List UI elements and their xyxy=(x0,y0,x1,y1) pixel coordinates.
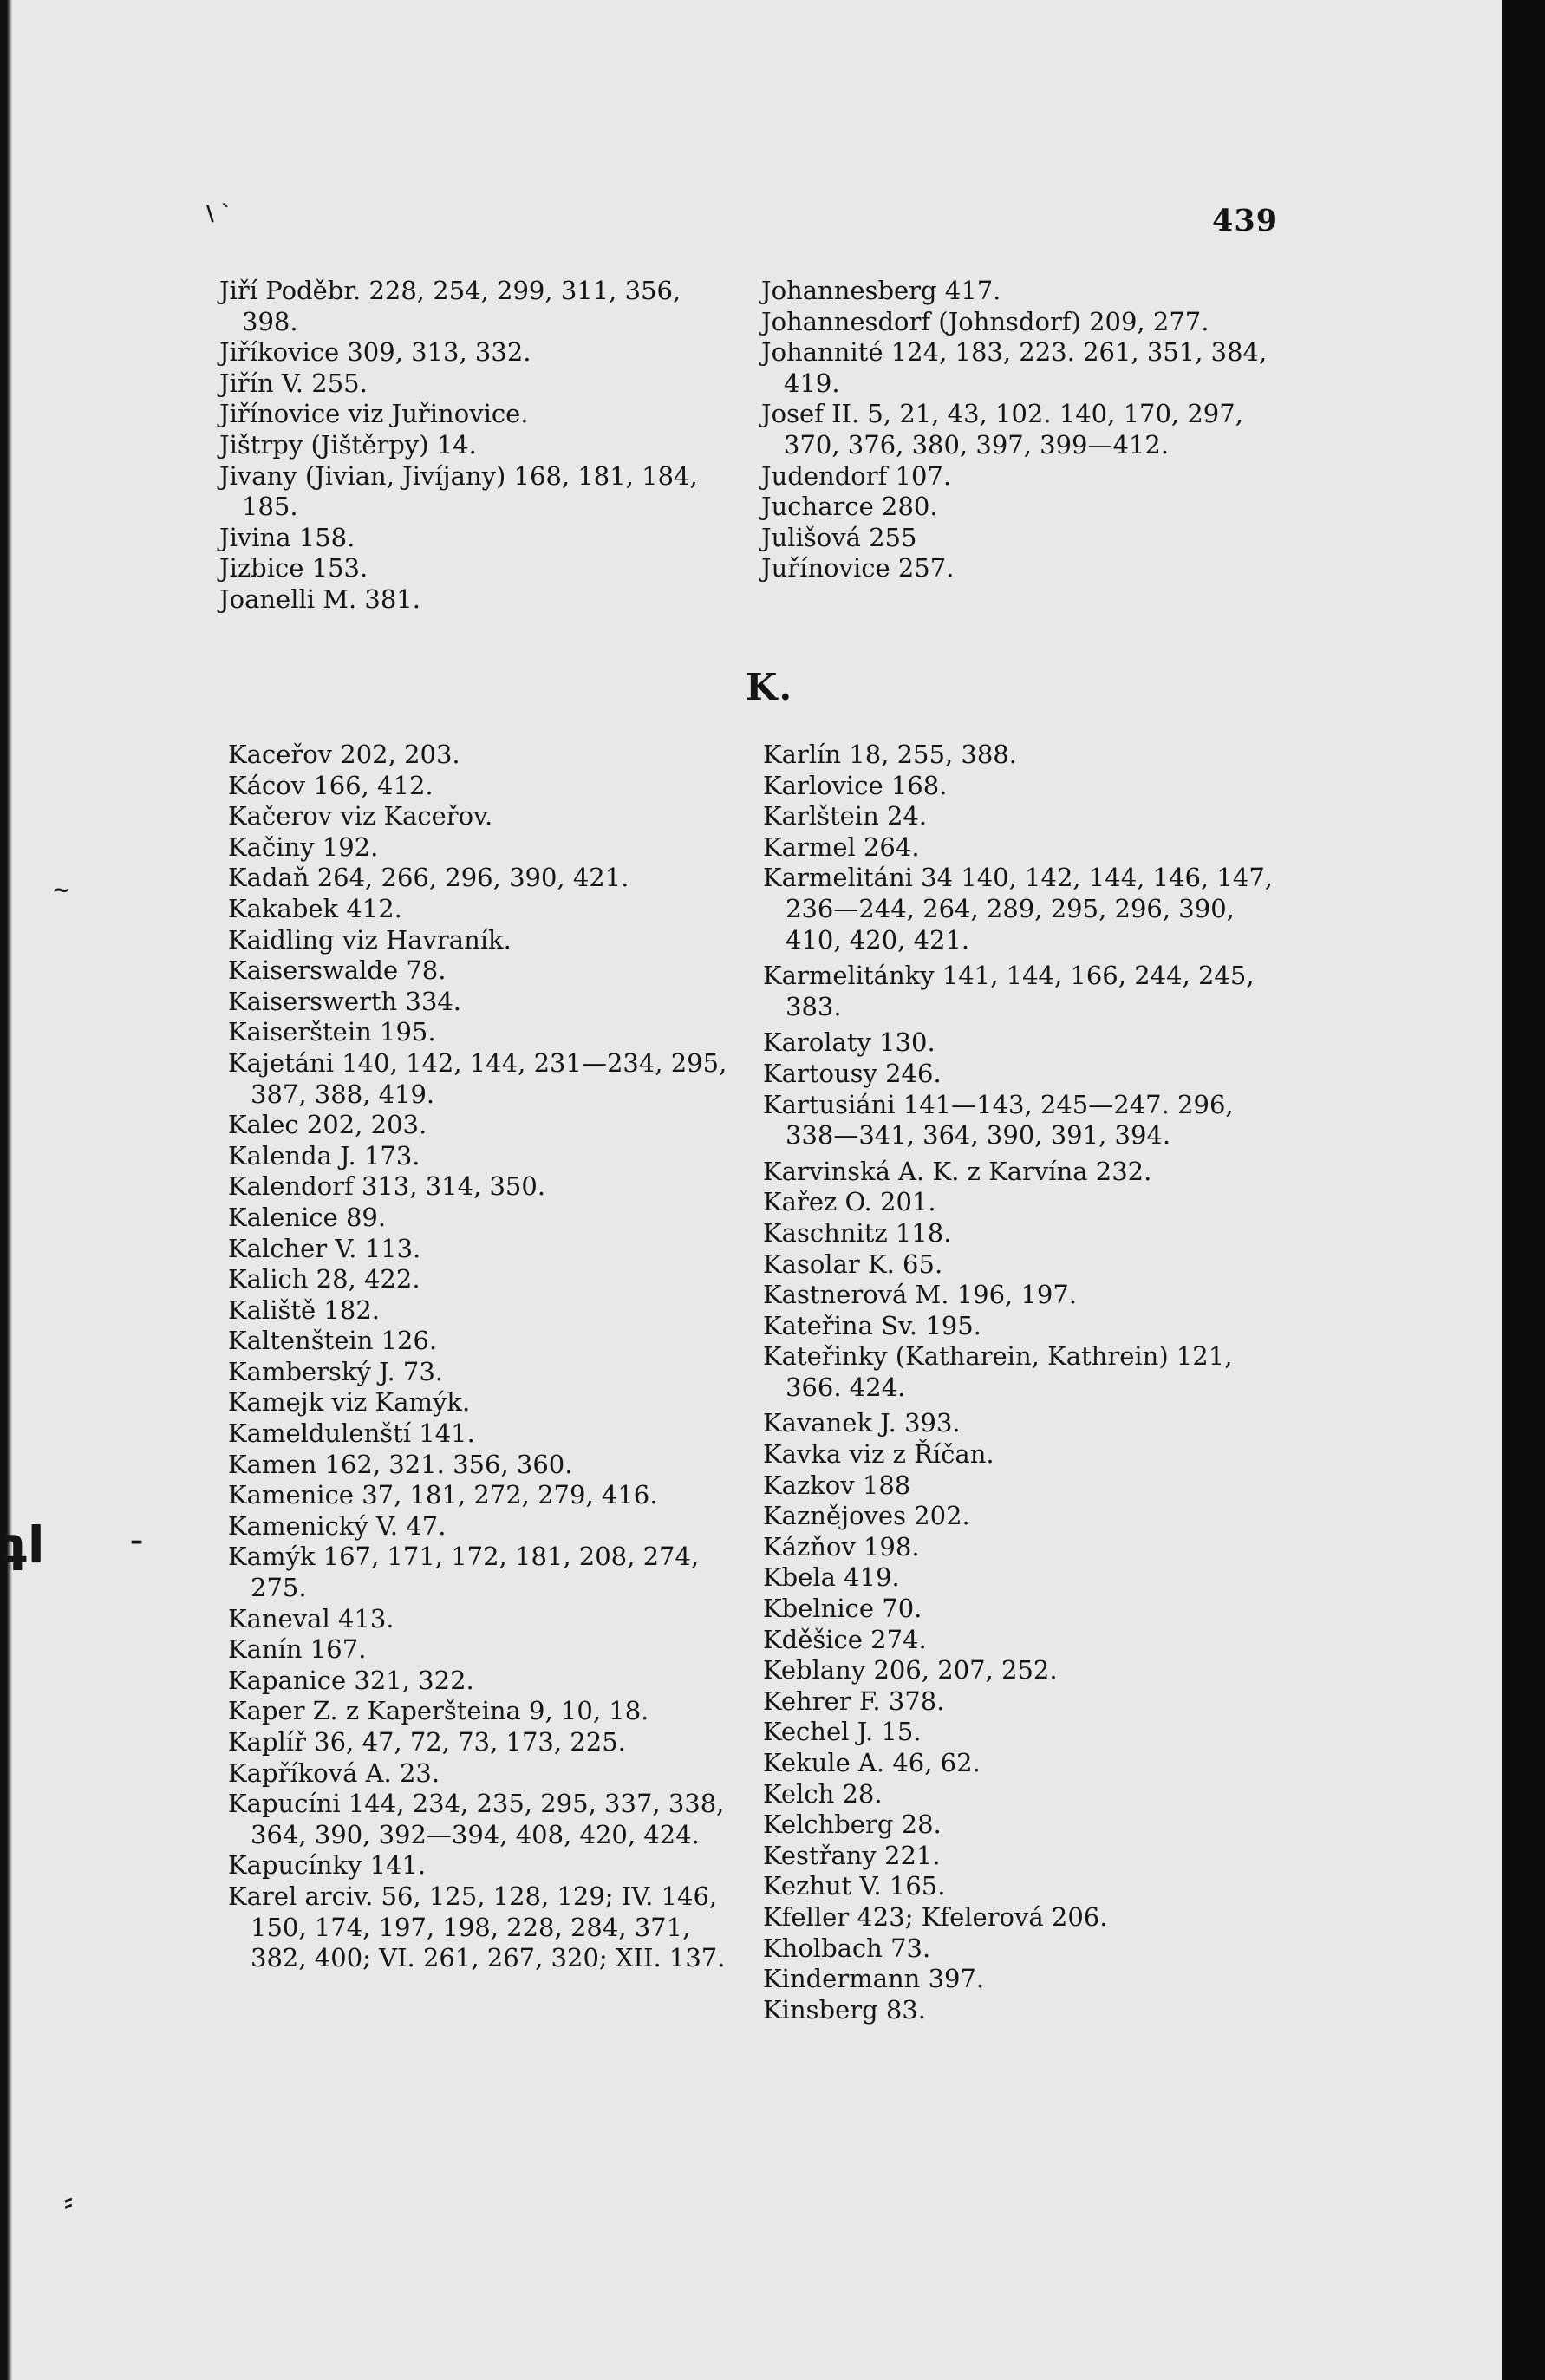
index-entry: Karlovice 168. xyxy=(763,770,948,800)
page-number: 439 xyxy=(1212,203,1279,238)
index-entry: Kázňov 198. xyxy=(763,1531,920,1562)
index-entry: Jiřín V. 255. xyxy=(219,368,368,398)
index-entry: Kalcher V. 113. xyxy=(228,1233,421,1263)
index-entry: Jivina 158. xyxy=(219,522,355,552)
index-entry: Kaidling viz Havraník. xyxy=(228,924,512,955)
index-entry: Jiří Poděbr. 228, 254, 299, 311, 356, 398. xyxy=(219,276,681,336)
index-entry: Karmelitánky 141, 144, 166, 244, 245, 383. xyxy=(763,961,1255,1021)
index-entry: Kasolar K. 65. xyxy=(763,1249,943,1279)
index-entry: Kalenda J. 173. xyxy=(228,1140,420,1170)
index-column-j-right xyxy=(761,276,1281,584)
index-entry: Kamejk viz Kamýk. xyxy=(228,1387,471,1418)
index-entry: Kateřina Sv. 195. xyxy=(763,1310,981,1340)
index-entry: Kanín 167. xyxy=(228,1634,367,1665)
index-entry: Kbela 419. xyxy=(763,1562,900,1593)
index-entry: Kamenice 37, 181, 272, 279, 416. xyxy=(228,1480,658,1510)
index-entry: Kakabek 412. xyxy=(228,893,402,923)
margin-mark: ~ xyxy=(52,877,71,903)
index-entry: Kartousy 246. xyxy=(763,1058,942,1088)
index-entry: Josef II. 5, 21, 43, 102. 140, 170, 297, 370, 376, 380, 397, 399—412. xyxy=(761,399,1243,460)
index-entry: Kaper Z. z Kaperšteina 9, 10, 18. xyxy=(228,1696,649,1726)
index-entry: Kačiny 192. xyxy=(228,831,379,862)
index-entry: Kastnerová M. 196, 197. xyxy=(763,1280,1078,1310)
index-entry: Jištrpy (Jištěrpy) 14. xyxy=(219,429,477,460)
index-entry: Kelch 28. xyxy=(763,1778,883,1809)
index-column-k-right xyxy=(763,740,1283,2025)
section-heading: K. xyxy=(746,666,794,708)
index-entry: Johannesberg 417. xyxy=(761,276,1001,305)
index-entry: Jiříkovice 309, 313, 332. xyxy=(219,337,531,368)
index-entry: Kaiserštein 195. xyxy=(228,1017,436,1047)
index-entry: Kazkov 188 xyxy=(763,1470,911,1500)
index-entry: Kačerov viz Kaceřov. xyxy=(228,801,493,831)
index-entry: Kezhut V. 165. xyxy=(763,1871,946,1901)
index-entry: Karvinská A. K. z Karvína 232. xyxy=(763,1156,1152,1186)
index-entry: Kaltenštein 126. xyxy=(228,1326,438,1356)
index-entry: Kalendorf 313, 314, 350. xyxy=(228,1171,546,1202)
index-entry: Kaneval 413. xyxy=(228,1603,394,1633)
index-entry: Kapucíni 144, 234, 235, 295, 337, 338, 364, 390, 392—394, 408, 420, 424. xyxy=(228,1789,725,1849)
index-entry: Jucharce 280. xyxy=(761,492,938,522)
index-entry: Kameldulenští 141. xyxy=(228,1418,475,1449)
index-entry: Jiřínovice viz Juřinovice. xyxy=(219,399,529,429)
index-column-k-left xyxy=(228,740,748,1974)
index-entry: Kavka viz z Říčan. xyxy=(763,1439,994,1470)
index-entry: Kavanek J. 393. xyxy=(763,1408,961,1438)
index-entry: Kamenický V. 47. xyxy=(228,1510,447,1541)
margin-mark: ʇl xyxy=(3,1516,45,1575)
index-entry: Kaznějoves 202. xyxy=(763,1501,970,1531)
index-entry: Kholbach 73. xyxy=(763,1933,931,1963)
scan-right-edge xyxy=(1502,0,1545,2380)
index-entry: Johannesdorf (Johnsdorf) 209, 277. xyxy=(761,306,1209,336)
index-entry: Juřínovice 257. xyxy=(761,553,955,584)
margin-mark: ⸗ xyxy=(64,2187,73,2217)
index-entry: Judendorf 107. xyxy=(761,460,952,491)
index-entry: Kateřinky (Katharein, Kathrein) 121, 366. 424. xyxy=(763,1341,1233,1402)
index-entry: Kaschnitz 118. xyxy=(763,1217,952,1248)
index-entry: Joanelli M. 381. xyxy=(219,584,420,614)
index-entry: Kekule A. 46, 62. xyxy=(763,1748,981,1777)
margin-mark: \ ` xyxy=(206,201,232,225)
index-column-j-left xyxy=(219,276,740,616)
index-entry: Kelchberg 28. xyxy=(763,1809,942,1840)
index-entry: Johannité 124, 183, 223. 261, 351, 384, 419. xyxy=(761,337,1268,398)
index-entry: Kaceřov 202, 203. xyxy=(228,740,460,769)
index-entry: Kapříková A. 23. xyxy=(228,1757,440,1788)
index-entry: Kácov 166, 412. xyxy=(228,770,434,800)
index-entry: Kinsberg 83. xyxy=(763,1994,926,2025)
index-entry: Kfeller 423; Kfelerová 206. xyxy=(763,1901,1108,1932)
index-entry: Kamýk 167, 171, 172, 181, 208, 274, 275. xyxy=(228,1542,700,1603)
index-entry: Keblany 206, 207, 252. xyxy=(763,1655,1058,1686)
index-entry: Kaiserswerth 334. xyxy=(228,986,461,1016)
index-entry: Kalich 28, 422. xyxy=(228,1264,420,1294)
index-entry: Kděšice 274. xyxy=(763,1624,927,1654)
index-entry: Karlín 18, 255, 388. xyxy=(763,740,1017,769)
index-entry: Kadaň 264, 266, 296, 390, 421. xyxy=(228,863,629,893)
index-entry: Karmelitáni 34 140, 142, 144, 146, 147, 236—244, 264, 289, 295, 296, 390, 410, 420, 421. xyxy=(763,863,1273,955)
index-entry: Kamen 162, 321. 356, 360. xyxy=(228,1449,573,1479)
index-entry: Kaiserswalde 78. xyxy=(228,955,447,986)
index-entry: Kajetáni 140, 142, 144, 231—234, 295, 387, 388, 419. xyxy=(228,1047,727,1109)
index-entry: Kařez O. 201. xyxy=(763,1187,936,1217)
index-entry: Karmel 264. xyxy=(763,831,920,862)
index-entry: Kaplíř 36, 47, 72, 73, 173, 225. xyxy=(228,1727,626,1757)
index-entry: Kbelnice 70. xyxy=(763,1594,922,1624)
index-entry: Kechel J. 15. xyxy=(763,1717,922,1747)
index-entry: Jizbice 153. xyxy=(219,553,368,584)
index-entry: Kaliště 182. xyxy=(228,1294,380,1325)
index-entry: Kamberský J. 73. xyxy=(228,1356,444,1386)
index-entry: Kartusiáni 141—143, 245—247. 296, 338—341, 364, 390, 391, 394. xyxy=(763,1089,1234,1151)
index-entry: Julišová 255 xyxy=(761,522,917,552)
index-entry: Kehrer F. 378. xyxy=(763,1686,945,1716)
index-entry: Karolaty 130. xyxy=(763,1027,935,1058)
index-entry: Karlštein 24. xyxy=(763,801,928,831)
index-entry: Kalec 202, 203. xyxy=(228,1110,427,1140)
index-entry: Karel arciv. 56, 125, 128, 129; IV. 146, 150, 174, 197, 198, 228, 284, 371, 382, 400; VI. 261, 267, 320; XII. 137. xyxy=(228,1881,726,1973)
index-entry: Kapucínky 141. xyxy=(228,1850,427,1881)
index-entry: Kestřany 221. xyxy=(763,1840,941,1870)
index-entry: Kindermann 397. xyxy=(763,1964,985,1994)
index-entry: Jivany (Jivian, Jivíjany) 168, 181, 184, 185. xyxy=(219,460,698,522)
scan-left-edge xyxy=(0,0,12,2380)
index-entry: Kapanice 321, 322. xyxy=(228,1665,474,1695)
index-entry: Kalenice 89. xyxy=(228,1202,387,1232)
margin-mark: – xyxy=(130,1526,143,1556)
